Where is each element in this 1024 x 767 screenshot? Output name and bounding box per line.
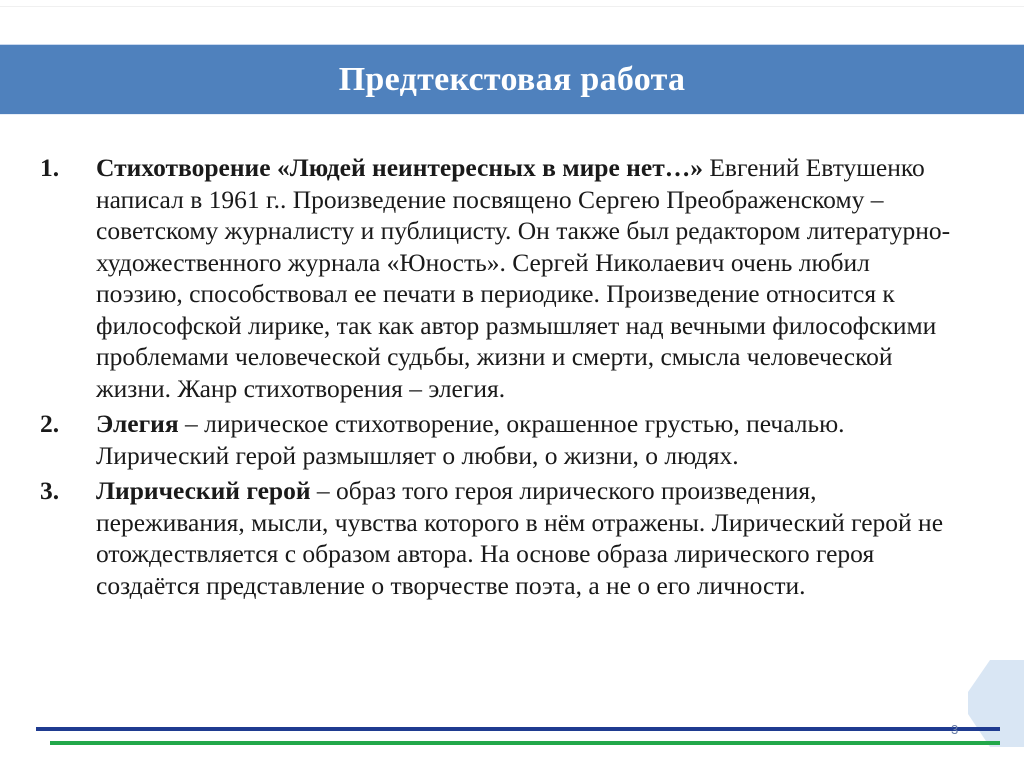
list-item xyxy=(40,475,960,601)
footer-line-green xyxy=(50,741,1000,745)
item-number: 2. xyxy=(40,409,60,438)
footer-line-blue xyxy=(36,727,1000,731)
item-term: Лирический герой xyxy=(96,476,311,505)
title-bar xyxy=(0,44,1024,115)
content-list xyxy=(40,152,960,605)
item-term: Стихотворение «Людей неинтересных в мире нет…» xyxy=(96,153,703,182)
item-text: – лирическое стихотворение, окрашенное грустью, печалью. Лирический герой размышляет о любви, о жизни, о людях. xyxy=(96,409,845,470)
item-text: – образ того героя лирического произведения, переживания, мысли, чувства которого в нём отражены. Лирический герой не отождествляется с образом автора. На основе образа лирического героя создаётся представление о творчестве поэта, а не о его личности. xyxy=(96,476,944,600)
item-text: Евгений Евтушенко написал в 1961 г.. Произведение посвящено Сергею Преображенскому – советскому журналисту и публицисту. Он также был редактором литературно-художественного журнала «Юность». Сергей Николаевич очень любил поэзию, способствовал ее печати в периодике. Произведение относится к философской лирике, так как автор размышляет над вечными философскими проблемами человеческой судьбы, жизни и смерти, смысла человеческой жизни. Жанр стихотворения – элегия. xyxy=(96,153,951,403)
item-number: 3. xyxy=(40,476,60,505)
corner-arrow-icon xyxy=(956,652,1024,752)
item-term: Элегия xyxy=(96,409,179,438)
top-divider xyxy=(0,6,1024,7)
slide-title: Предтекстовая работа xyxy=(338,60,686,98)
page-number: 3 xyxy=(951,722,959,737)
list-item xyxy=(40,408,960,471)
item-number: 1. xyxy=(40,153,60,182)
list-item xyxy=(40,152,960,404)
